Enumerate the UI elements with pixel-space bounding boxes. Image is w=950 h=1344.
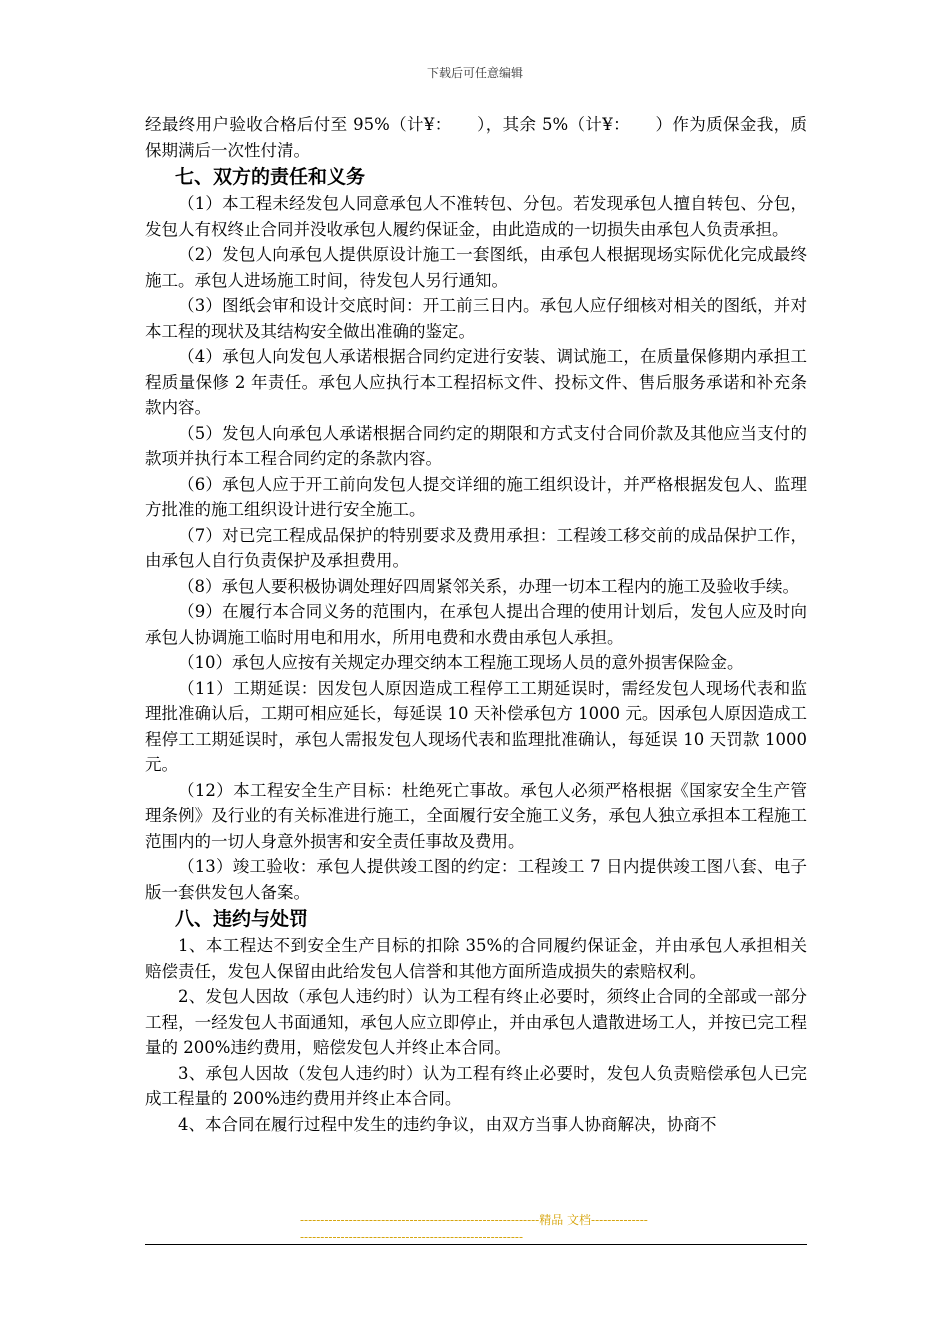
paragraph: 经最终用户验收合格后付至 95%（计¥： ），其余 5%（计¥： ）作为质保金我，质保期满后一次性付清。 [145,115,807,160]
page-footer-watermark: -----------------------------------------------------------精品 文档--------------------------------------------------------------------- [300,1213,648,1244]
paragraph: （6）承包人应于开工前向发包人提交详细的施工组织设计，并严格根据发包人、监理方批准的施工组织设计进行安全施工。 [145,474,807,519]
paragraph: （3）图纸会审和设计交底时间：开工前三日内。承包人应仔细核对相关的图纸，并对本工程的现状及其结构安全做出准确的鉴定。 [145,296,807,341]
paragraph: （11）工期延误：因发包人原因造成工程停工工期延误时，需经发包人现场代表和监理批准确认后，工期可相应延长，每延误 10 天补偿承包方 1000 元。因承包人原因造成工程停工工期延误时，承包人需报发包人现场代表和监理批准确认，每延误 10 天罚款 1000 元。 [145,678,807,774]
section-heading: 七、双方的责任和义务 [175,166,366,188]
paragraph: （8）承包人要积极协调处理好四周紧邻关系，办理一切本工程内的施工及验收手续。 [178,576,799,596]
document-body [145,112,807,1137]
paragraph: 3、承包人因故（发包人违约时）认为工程有终止必要时，发包人负责赔偿承包人已完成工程量的 200%违约费用并终止本合同。 [145,1063,807,1108]
paragraph: （7）对已完工程成品保护的特别要求及费用承担：工程竣工移交前的成品保护工作，由承包人自行负责保护及承担费用。 [145,525,807,570]
section-heading: 八、违约与处罚 [175,908,309,930]
footer-divider [145,1244,807,1245]
paragraph: （12）本工程安全生产目标：杜绝死亡事故。承包人必须严格根据《国家安全生产管理条例》及行业的有关标准进行施工，全面履行安全施工义务，承包人独立承担本工程施工范围内的一切人身意外损害和安全责任事故及费用。 [145,780,807,851]
paragraph: （4）承包人向发包人承诺根据合同约定进行安装、调试施工，在质量保修期内承担工程质量保修 2 年责任。承包人应执行本工程招标文件、投标文件、售后服务承诺和补充条款内容。 [145,347,807,417]
paragraph: （10）承包人应按有关规定办理交纳本工程施工现场人员的意外损害保险金。 [178,653,744,672]
paragraph: （5）发包人向承包人承诺根据合同约定的期限和方式支付合同价款及其他应当支付的款项并执行本工程合同约定的条款内容。 [145,423,807,468]
paragraph: （2）发包人向承包人提供原设计施工一套图纸，由承包人根据现场实际优化完成最终施工。承包人进场施工时间，待发包人另行通知。 [145,245,807,290]
paragraph: 4、本合同在履行过程中发生的违约争议，由双方当事人协商解决，协商不 [178,1114,717,1134]
paragraph: 1、本工程达不到安全生产目标的扣除 35%的合同履约保证金，并由承包人承担相关赔偿责任，发包人保留由此给发包人信誉和其他方面所造成损失的索赔权利。 [145,936,807,981]
page-header: 下载后可任意编辑 [426,66,523,80]
paragraph: 2、发包人因故（承包人违约时）认为工程有终止必要时，须终止合同的全部或一部分工程，一经发包人书面通知，承包人应立即停止，并由承包人遣散进场工人，并按已完工程量的 200%违约费用，赔偿发包人并终止本合同。 [145,987,807,1057]
paragraph: （13）竣工验收：承包人提供竣工图的约定：工程竣工 7 日内提供竣工图八套、电子版一套供发包人备案。 [145,857,807,902]
paragraph: （9）在履行本合同义务的范围内，在承包人提出合理的使用计划后，发包人应及时向承包人协调施工临时用电和用水，所用电费和水费由承包人承担。 [145,602,807,647]
paragraph: （1）本工程未经发包人同意承包人不准转包、分包。若发现承包人擅自转包、分包，发包人有权终止合同并没收承包人履约保证金，由此造成的一切损失由承包人负责承担。 [145,194,807,239]
